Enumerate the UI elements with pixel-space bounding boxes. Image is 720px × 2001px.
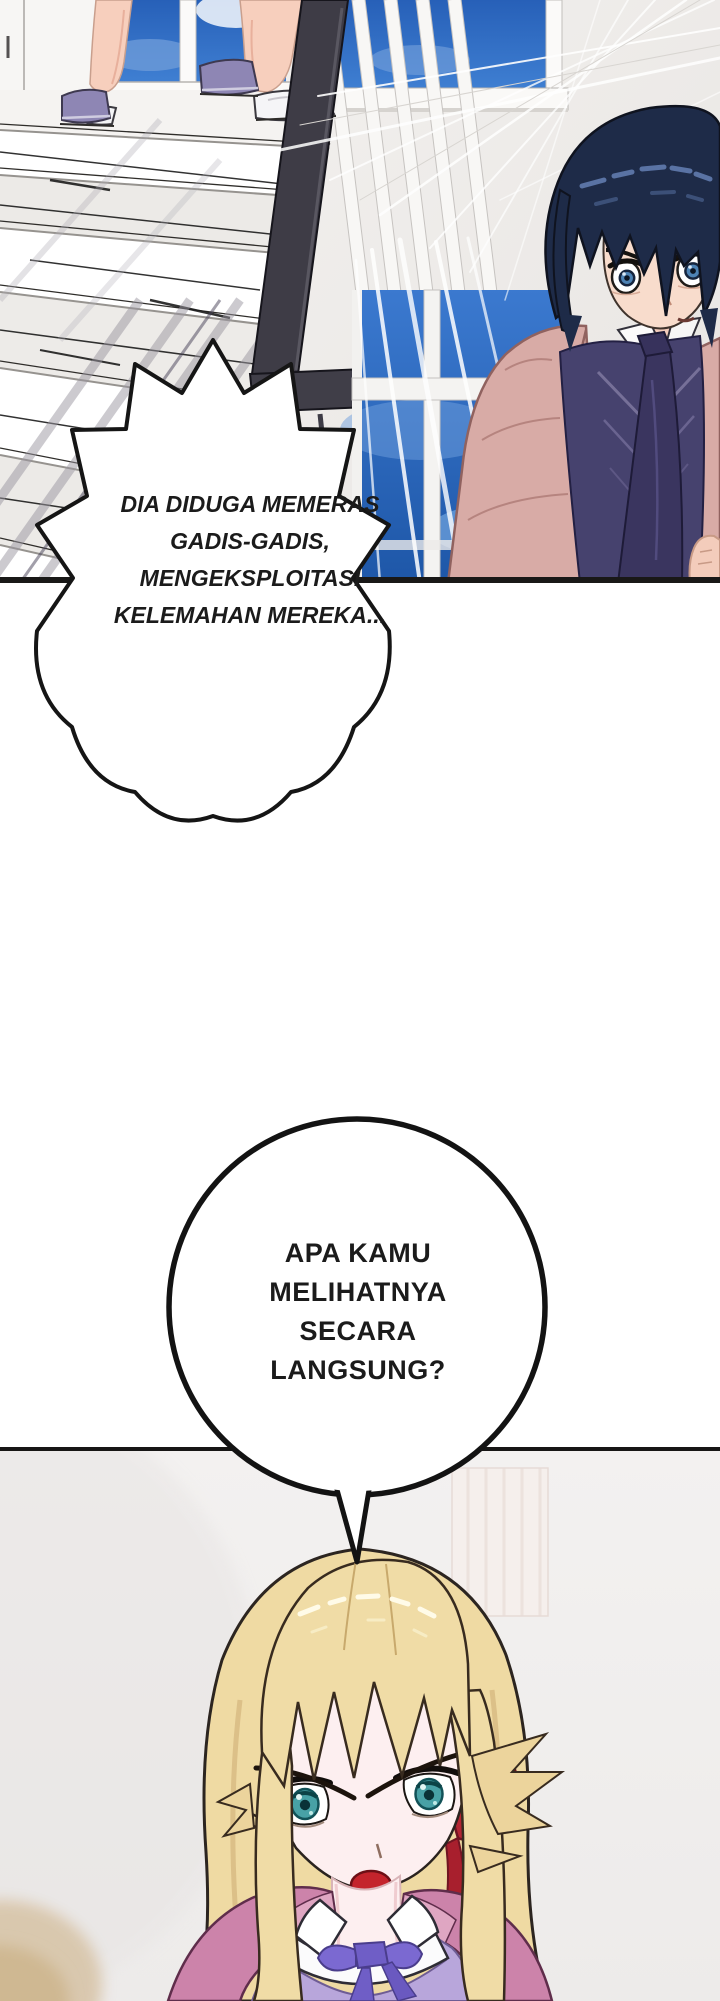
- speech-line: APA KAMU: [284, 1238, 432, 1268]
- speech-line: LANGSUNG?: [270, 1355, 446, 1385]
- speech-line: DIA DIDUGA MEMERAS: [120, 491, 380, 517]
- speech-line: SECARA: [299, 1316, 417, 1346]
- speech-bubble-question-text: [215, 1234, 501, 1390]
- speech-line: MENGEKSPLOITASI: [139, 565, 361, 591]
- speech-bubble-exposition-text: [85, 486, 415, 634]
- speech-line: KELEMAHAN MEREKA...: [113, 602, 387, 628]
- speech-line: GADIS-GADIS,: [170, 528, 330, 554]
- speech-line: MELIHATNYA: [269, 1277, 447, 1307]
